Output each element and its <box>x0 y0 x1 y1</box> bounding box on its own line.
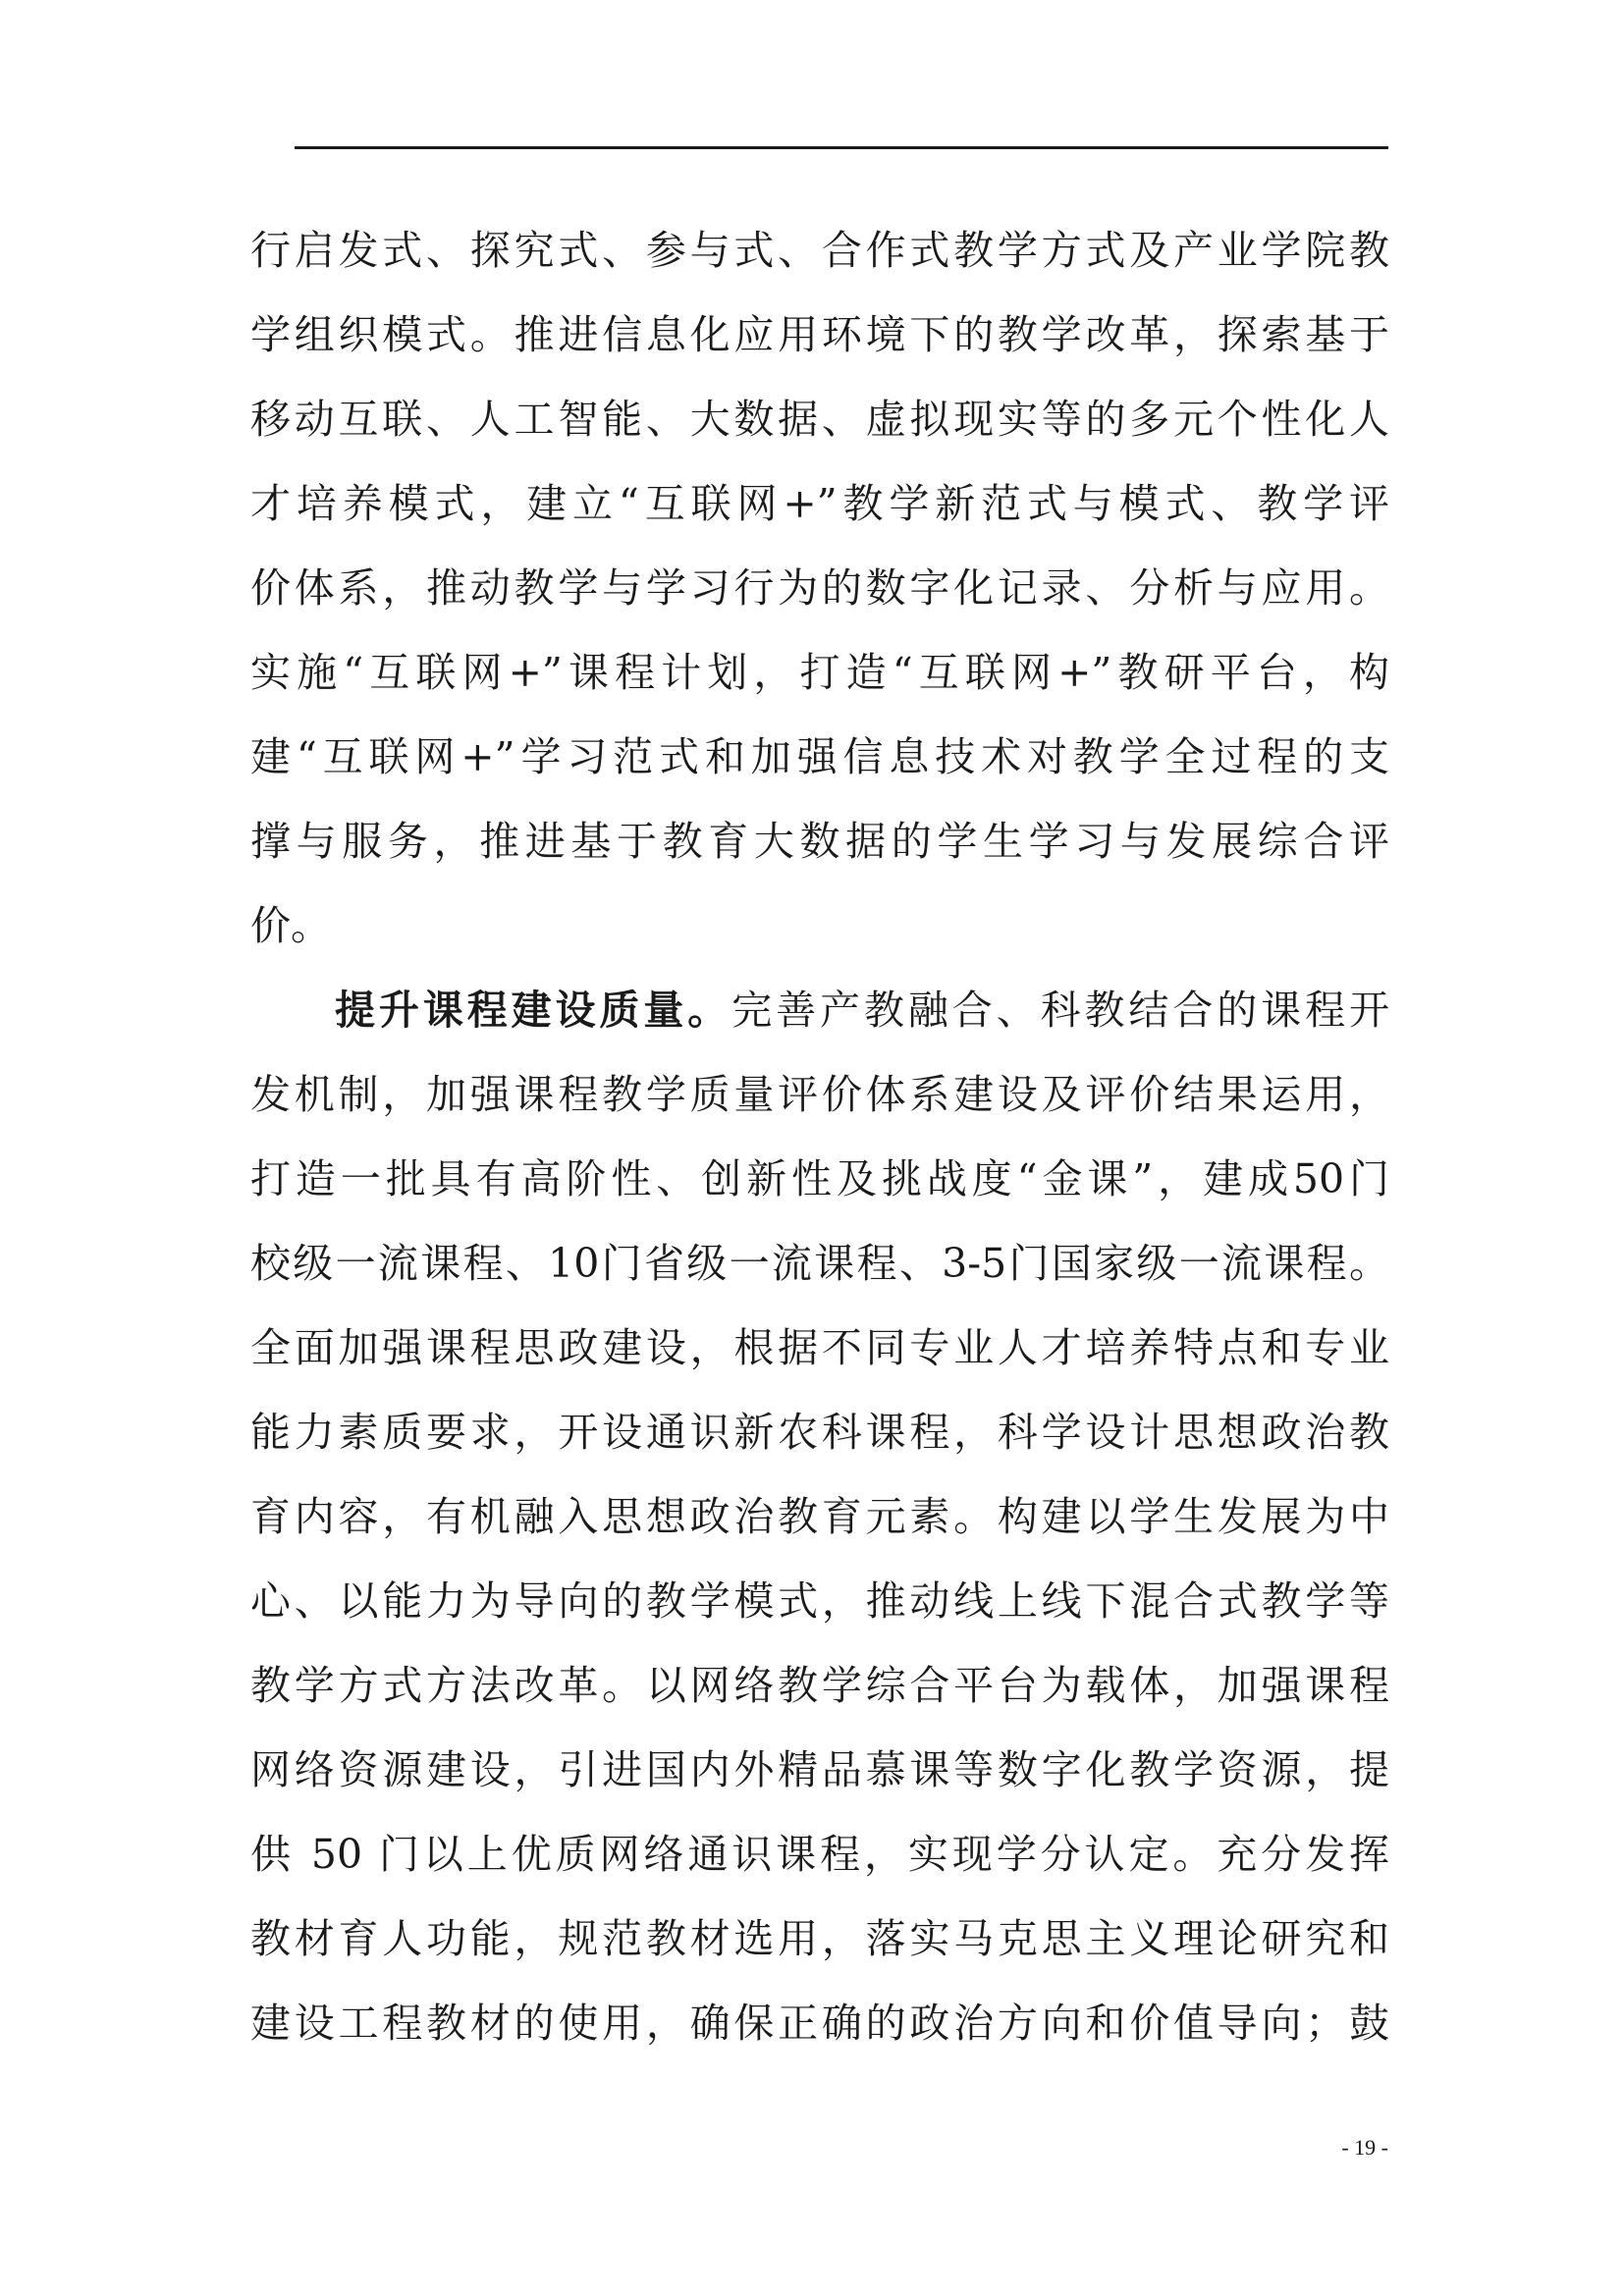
text-line: 网络资源建设，引进国内外精品慕课等数字化教学资源，提 <box>250 1746 1389 1793</box>
text-line: 能力素质要求，开设通识新农科课程，科学设计思想政治教 <box>250 1409 1389 1456</box>
paragraph-2 <box>250 968 1389 2065</box>
paragraph-1 <box>250 208 1389 968</box>
paragraph-lead-heading: 提升课程建设质量。 <box>335 987 732 1034</box>
text-line: 移动互联、人工智能、大数据、虚拟现实等的多元个性化人 <box>250 396 1389 443</box>
text-line-rest: 完善产教融合、科教结合的课程开 <box>731 987 1389 1034</box>
text-line: 才培养模式，建立“互联网+”教学新范式与模式、教学评 <box>250 480 1389 527</box>
text-line: 价体系，推动教学与学习行为的数字化记录、分析与应用。 <box>250 564 1389 612</box>
text-line: 打造一批具有高阶性、创新性及挑战度“金课”，建成50门 <box>250 1155 1389 1202</box>
text-line: 价。 <box>250 902 331 949</box>
header-rule <box>295 146 1388 149</box>
text-line: 校级一流课程、10门省级一流课程、3-5门国家级一流课程。 <box>250 1240 1389 1287</box>
page-number: - 19 - <box>1341 2135 1388 2160</box>
paragraph-2-first-line <box>250 968 1389 1052</box>
text-line: 建设工程教材的使用，确保正确的政治方向和价值导向；鼓 <box>250 2000 1389 2047</box>
body-text <box>250 208 1389 2065</box>
text-line: 教学方式方法改革。以网络教学综合平台为载体，加强课程 <box>250 1662 1389 1709</box>
text-line: 全面加强课程思政建设，根据不同专业人才培养特点和专业 <box>250 1324 1389 1371</box>
text-line: 实施“互联网+”课程计划，打造“互联网+”教研平台，构 <box>250 649 1389 696</box>
text-line: 建“互联网+”学习范式和加强信息技术对教学全过程的支 <box>250 733 1389 780</box>
text-line: 心、以能力为导向的教学模式，推动线上线下混合式教学等 <box>250 1577 1389 1625</box>
text-line: 行启发式、探究式、参与式、合作式教学方式及产业学院教 <box>250 227 1389 274</box>
text-line: 学组织模式。推进信息化应用环境下的教学改革，探索基于 <box>250 311 1389 358</box>
text-line: 育内容，有机融入思想政治教育元素。构建以学生发展为中 <box>250 1493 1389 1540</box>
text-line: 供 50 门以上优质网络通识课程，实现学分认定。充分发挥 <box>250 1831 1389 1878</box>
text-line: 撑与服务，推进基于教育大数据的学生学习与发展综合评 <box>250 818 1389 865</box>
text-line: 教材育人功能，规范教材选用，落实马克思主义理论研究和 <box>250 1915 1389 1962</box>
text-line: 发机制，加强课程教学质量评价体系建设及评价结果运用， <box>250 1071 1389 1118</box>
